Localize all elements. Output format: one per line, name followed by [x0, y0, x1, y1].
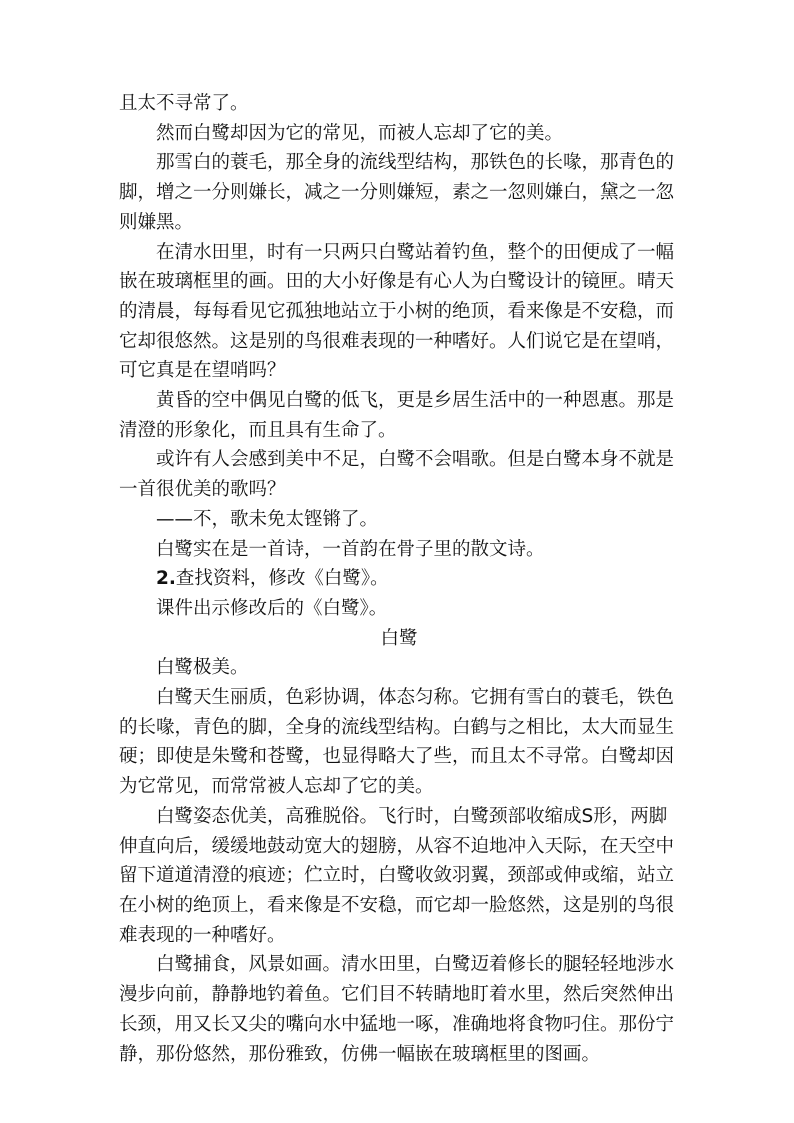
- step-text: 查找资料，修改《白鹭》。: [175, 568, 389, 590]
- paragraph: 在清水田里，时有一只两只白鹭站着钓鱼，整个的田便成了一幅嵌在玻璃框里的画。田的大小好像是有心人为白鹭设计的镜匣。晴天的清晨，每每看见它孤独地站立于小树的绝顶，看来像是不安稳，而它却很悠然。这是别的鸟很难表现的一种嗜好。人们说它是在望哨，可它真是在望哨吗？: [119, 241, 675, 382]
- step-heading: [119, 564, 679, 594]
- paragraph: 白鹭极美。: [156, 657, 249, 679]
- paragraph-continuation: 且太不寻常了。: [119, 93, 249, 114]
- paragraph: 白鹭姿态优美，高雅脱俗。飞行时，白鹭颈部收缩成S形，两脚伸直向后，缓缓地鼓动宽大的翅膀，从容不迫地冲入天际，在天空中留下道道清澄的痕迹；伫立时，白鹭收敛羽翼，颈部或伸或缩，站立在小树的绝顶上，看来像是不安稳，而它却一脸悠然，这是别的鸟很难表现的一种嗜好。: [119, 805, 675, 946]
- paragraph: 那雪白的蓑毛，那全身的流线型结构，那铁色的长喙，那青色的脚，增之一分则嫌长，减之一分则嫌短，素之一忽则嫌白，黛之一忽则嫌黑。: [119, 152, 675, 233]
- paragraph: 然而白鹭却因为它的常见，而被人忘却了它的美。: [156, 122, 564, 144]
- paragraph: 或许有人会感到美中不足，白鹭不会唱歌。但是白鹭本身不就是一首很优美的歌吗？: [119, 449, 675, 501]
- document-body: [119, 89, 679, 1069]
- paragraph: 白鹭天生丽质，色彩协调，体态匀称。它拥有雪白的蓑毛，铁色的长喙，青色的脚，全身的流线型结构。白鹤与之相比，太大而显生硬；即使是朱鹭和苍鹭，也显得略大了些，而且太不寻常。白鹭却因为它常见，而常常被人忘却了它的美。: [119, 687, 675, 798]
- paragraph: ——不，歌未免太铿锵了。: [156, 508, 379, 530]
- step-number: 2.: [156, 568, 176, 590]
- paragraph: 白鹭捕食，风景如画。清水田里，白鹭迈着修长的腿轻轻地涉水漫步向前，静静地钓着鱼。它们目不转睛地盯着水里，然后突然伸出长颈，用又长又尖的嘴向水中猛地一啄，准确地将食物叼住。那份宁静，那份悠然，那份雅致，仿佛一幅嵌在玻璃框里的图画。: [119, 954, 675, 1065]
- courseware-line: 课件出示修改后的《白鹭》。: [156, 597, 388, 619]
- paragraph: 白鹭实在是一首诗，一首韵在骨子里的散文诗。: [156, 538, 545, 560]
- revised-title: 白鹭: [380, 627, 418, 649]
- paragraph: 黄昏的空中偶见白鹭的低飞，更是乡居生活中的一种恩惠。那是清澄的形象化，而且具有生命了。: [119, 390, 675, 441]
